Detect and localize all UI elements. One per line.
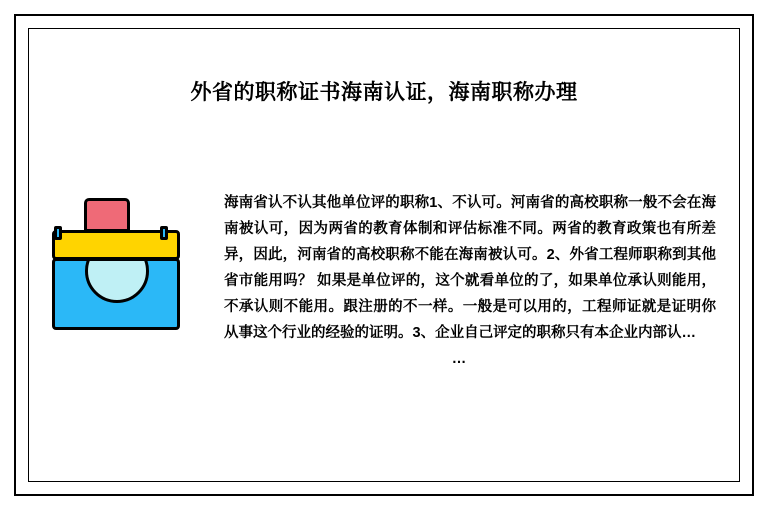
briefcase-illustration: [52, 198, 202, 338]
content-area: [52, 190, 716, 372]
briefcase-body-icon: [52, 258, 180, 330]
article-body-text: 海南省认不认其他单位评的职称1、不认可。河南省的高校职称一般不会在海南被认可，因为两省的教育体制和评估标准不同。两省的教育政策也有所差异，因此，河南省的高校职称不能在海南被认可。2、外省工程师职称到其他省市能用吗？ 如果是单位评的，这个就看单位的了，如果单位承认则能用，不承认则不能用。跟注册的不一样。一般是可以用的，工程师证就是证明你从事这个行业的经验的证明。3、企业自己评定的职称只有本企业内部认…: [224, 195, 716, 341]
page-title: 外省的职称证书海南认证，海南职称办理: [190, 81, 578, 104]
briefcase-handle-icon: [84, 198, 130, 232]
article-body-wrapper: [202, 190, 716, 372]
briefcase-circle-icon: [85, 258, 149, 303]
truncation-ellipsis: …: [451, 351, 467, 367]
briefcase-latch-right-icon: [160, 226, 168, 240]
briefcase-latch-left-icon: [54, 226, 62, 240]
